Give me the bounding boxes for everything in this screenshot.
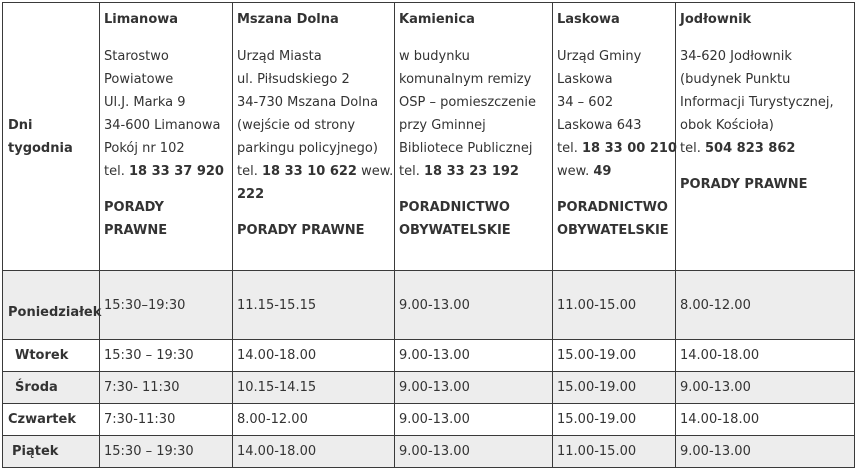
address-line: Pokój nr 102: [104, 141, 185, 156]
phone-extension: 222: [237, 187, 265, 202]
phone-number: 18 33 10 622: [261, 164, 357, 179]
service-type: PORADY PRAWNE: [104, 200, 168, 238]
address-line: Laskowa 643: [557, 118, 642, 133]
office-name: Mszana Dolna: [237, 12, 339, 27]
address-line: obok Kościoła): [680, 118, 774, 133]
day-cell: Wtorek: [3, 340, 100, 372]
hours-cell: 15:30 – 19:30: [100, 340, 233, 372]
phone-line: [399, 160, 548, 183]
phone-prefix: tel.: [104, 164, 129, 179]
address-line: Urząd Miasta: [237, 49, 322, 64]
office-jodlownik: [676, 3, 855, 271]
service-type: PORADY PRAWNE: [237, 223, 365, 238]
address-line: 34-600 Limanowa: [104, 118, 221, 133]
phone-extension: 49: [593, 164, 612, 179]
address-line: Powiatowe: [104, 72, 174, 87]
address-line: 34 – 602: [557, 95, 614, 110]
hours-cell: 15:30 – 19:30: [100, 436, 233, 468]
table-row: [3, 436, 855, 468]
hours-cell: 9.00-13.00: [676, 372, 855, 404]
address-line: w budynku: [399, 49, 470, 64]
office-mszana-dolna: [233, 3, 395, 271]
hours-cell: 9.00-13.00: [395, 436, 553, 468]
hours-cell: 14.00-18.00: [233, 340, 395, 372]
schedule-table: [2, 2, 855, 468]
address-line: (wejście od strony: [237, 118, 356, 133]
phone-extension-line: [557, 160, 671, 183]
hours-cell: 11.15-15.15: [233, 271, 395, 340]
service-type: PORADY PRAWNE: [680, 177, 808, 192]
address-line: Informacji Turystycznej,: [680, 95, 834, 110]
day-cell: Czwartek: [3, 404, 100, 436]
phone-line: [104, 160, 228, 183]
address-line: (budynek Punktu: [680, 72, 791, 87]
hours-cell: 15:30–19:30: [100, 271, 233, 340]
phone-line: [237, 160, 394, 183]
hours-cell: 14.00-18.00: [233, 436, 395, 468]
address-line: parkingu policyjnego): [237, 141, 378, 156]
hours-cell: 9.00-13.00: [676, 436, 855, 468]
office-laskowa: [553, 3, 676, 271]
hours-cell: 7:30- 11:30: [100, 372, 233, 404]
address-line: 34-620 Jodłownik: [680, 49, 792, 64]
day-column-label: Dni tygodnia: [8, 117, 73, 156]
hours-cell: 7:30-11:30: [100, 404, 233, 436]
hours-cell: 15.00-19.00: [553, 340, 676, 372]
phone-line: [557, 137, 677, 160]
phone-ext-label: wew.: [356, 164, 394, 179]
table-row: [3, 404, 855, 436]
phone-prefix: tel.: [557, 141, 582, 156]
service-type: PORADNICTWO OBYWATELSKIE: [557, 200, 669, 238]
phone-number: 18 33 37 920: [128, 164, 224, 179]
hours-cell: 15.00-19.00: [553, 404, 676, 436]
phone-number: 18 33 00 210: [581, 141, 677, 156]
hours-cell: 8.00-12.00: [233, 404, 395, 436]
address-line: Laskowa: [557, 72, 613, 87]
header-row: [3, 3, 855, 271]
address-line: 34-730 Mszana Dolna: [237, 95, 379, 110]
phone-number: 18 33 23 192: [423, 164, 519, 179]
table-row: [3, 271, 855, 340]
phone-prefix: tel.: [237, 164, 262, 179]
hours-cell: 11.00-15.00: [553, 436, 676, 468]
phone-ext-label: wew.: [557, 164, 594, 179]
hours-cell: 9.00-13.00: [395, 340, 553, 372]
hours-cell: 9.00-13.00: [395, 404, 553, 436]
table-row: [3, 372, 855, 404]
address-line: OSP – pomieszczenie: [399, 95, 536, 110]
day-column-header: [3, 3, 100, 271]
address-line: Bibliotece Publicznej: [399, 141, 533, 156]
phone-prefix: tel.: [399, 164, 424, 179]
address-line: Starostwo: [104, 49, 169, 64]
hours-cell: 15.00-19.00: [553, 372, 676, 404]
address-line: Urząd Gminy: [557, 49, 642, 64]
phone-prefix: tel.: [680, 141, 705, 156]
office-name: Kamienica: [399, 12, 475, 27]
office-limanowa: [100, 3, 233, 271]
office-name: Limanowa: [104, 12, 179, 27]
table-row: [3, 340, 855, 372]
day-cell: Piątek: [3, 436, 100, 468]
hours-cell: 10.15-14.15: [233, 372, 395, 404]
hours-cell: 14.00-18.00: [676, 404, 855, 436]
hours-cell: 9.00-13.00: [395, 372, 553, 404]
day-cell: Poniedziałek: [3, 271, 100, 340]
hours-cell: 8.00-12.00: [676, 271, 855, 340]
phone-line: [680, 137, 850, 160]
hours-cell: 9.00-13.00: [395, 271, 553, 340]
address-line: Ul.J. Marka 9: [104, 95, 186, 110]
office-kamienica: [395, 3, 553, 271]
hours-cell: 11.00-15.00: [553, 271, 676, 340]
phone-number: 504 823 862: [704, 141, 796, 156]
office-name: Jodłownik: [680, 12, 752, 27]
office-name: Laskowa: [557, 12, 620, 27]
address-line: ul. Piłsudskiego 2: [237, 72, 350, 87]
address-line: komunalnym remizy: [399, 72, 532, 87]
address-line: przy Gminnej: [399, 118, 486, 133]
hours-cell: 14.00-18.00: [676, 340, 855, 372]
day-cell: Środa: [3, 372, 100, 404]
service-type: PORADNICTWO OBYWATELSKIE: [399, 200, 511, 238]
